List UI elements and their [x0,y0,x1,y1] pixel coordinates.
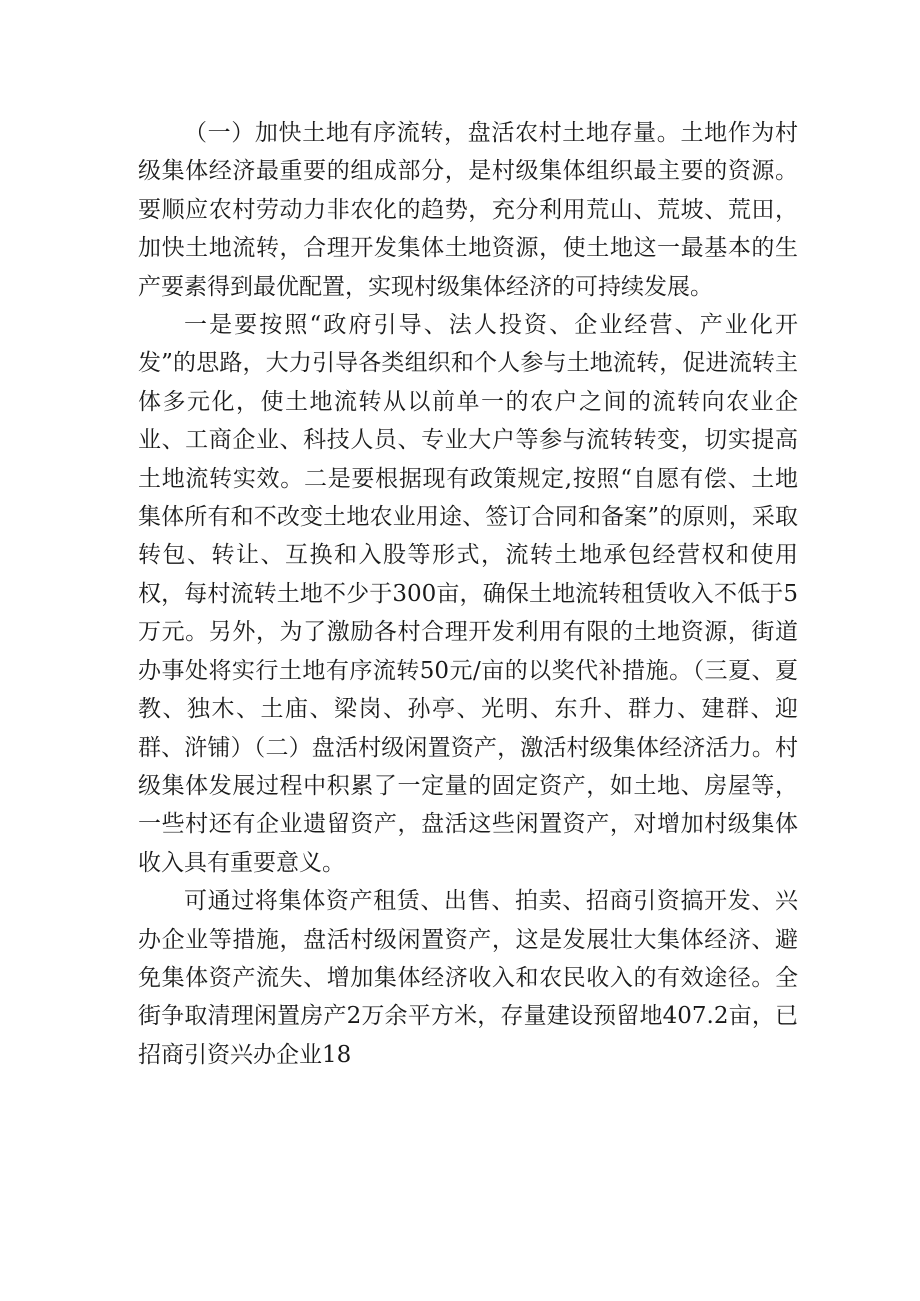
document-body [138,114,798,1074]
paragraph-idle-assets: 可通过将集体资产租赁、出售、拍卖、招商引资搞开发、兴办企业等措施，盘活村级闲置资产，这是发展壮大集体经济、避免集体资产流失、增加集体经济收入和农民收入的有效途径。全街争取清理闲置房产2万余平方米，存量建设预留地407.2亩，已招商引资兴办企业18 [138,888,798,1068]
paragraph-transfer-measures: 一是要按照“政府引导、法人投资、企业经营、产业化开发”的思路，大力引导各类组织和个人参与土地流转，促进流转主体多元化，使土地流转从以前单一的农户之间的流转向农业企业、工商企业、科技人员、专业大户等参与流转转变，切实提高土地流转实效。二是要根据现有政策规定,按照“自愿有偿、土地集体所有和不改变土地农业用途、签订合同和备案”的原则，采取转包、转让、互换和入股等形式，流转土地承包经营权和使用权，每村流转土地不少于300亩，确保土地流转租赁收入不低于5万元。另外，为了激励各村合理开发利用有限的土地资源，街道办事处将实行土地有序流转50元/亩的以奖代补措施。（三夏、夏教、独木、土庙、梁岗、孙亭、光明、东升、群力、建群、迎群、浒铺）（二）盘活村级闲置资产，激活村级集体经济活力。村级集体发展过程中积累了一定量的固定资产，如土地、房屋等，一些村还有企业遗留资产，盘活这些闲置资产，对增加村级集体收入具有重要意义。 [138,312,798,876]
paragraph-land-transfer: （一）加快土地有序流转，盘活农村土地存量。土地作为村级集体经济最重要的组成部分，是村级集体组织最主要的资源。要顺应农村劳动力非农化的趋势，充分利用荒山、荒坡、荒田，加快土地流转，合理开发集体土地资源，使土地这一最基本的生产要素得到最优配置，实现村级集体经济的可持续发展。 [138,120,798,300]
